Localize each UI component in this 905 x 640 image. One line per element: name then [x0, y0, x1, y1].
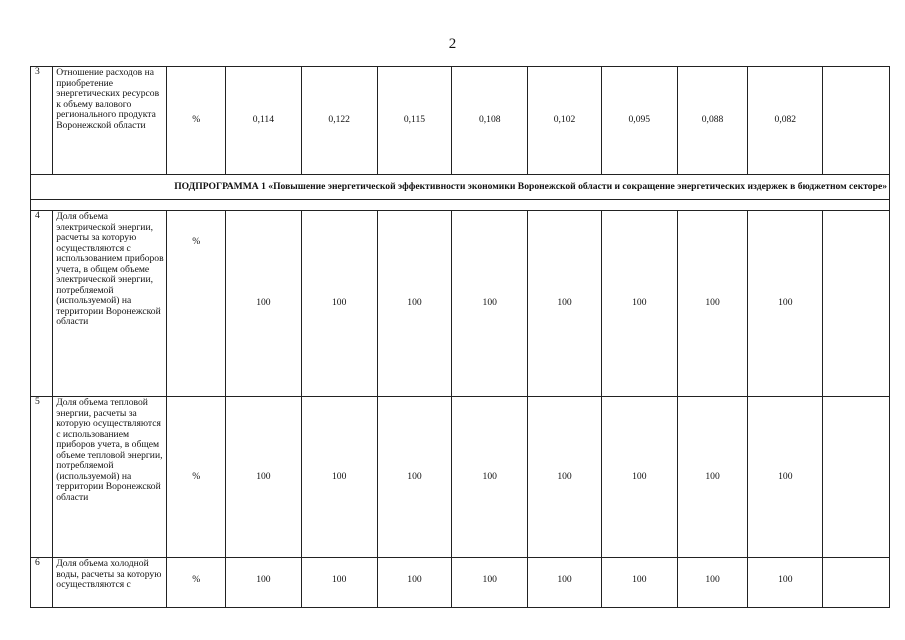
value-cell: [823, 67, 890, 175]
value-cell: 0,088: [677, 67, 748, 175]
row-number: 4: [31, 211, 53, 397]
indicator-name: Доля объема электрической энергии, расчеты за которую осуществляются с использованием приборов учета, в общем объеме электрической энергии, потребляемой (используемой) на территории Воронежской области: [53, 211, 167, 397]
spacer-cell: [31, 200, 890, 211]
value-cell: 0,095: [601, 67, 677, 175]
value-cell: 100: [226, 211, 302, 397]
value-cell: 100: [748, 397, 823, 558]
value-cell: 100: [377, 397, 452, 558]
value-cell: [823, 211, 890, 397]
table-row: [31, 211, 890, 397]
value-cell: 100: [601, 211, 677, 397]
unit-cell: %: [167, 397, 226, 558]
value-cell: 100: [301, 558, 377, 608]
value-cell: 100: [301, 211, 377, 397]
table-row: [31, 558, 890, 608]
value-cell: 0,102: [528, 67, 602, 175]
value-cell: 0,082: [748, 67, 823, 175]
value-cell: 0,122: [301, 67, 377, 175]
value-cell: 0,115: [377, 67, 452, 175]
value-cell: 100: [528, 397, 602, 558]
value-cell: 100: [226, 397, 302, 558]
indicator-name: Доля объема тепловой энергии, расчеты за которую осуществляются с использованием приборов учета, в общем объеме тепловой энергии, потребляемой (используемой) на территории Воронежской области: [53, 397, 167, 558]
value-cell: [823, 397, 890, 558]
subprogram-title: ПОДПРОГРАММА 1 «Повышение энергетической эффективности экономики Воронежской области и сокращение энергетических издержек в бюджетном секторе»: [31, 175, 890, 200]
unit-cell: %: [167, 558, 226, 608]
indicator-name: Отношение расходов на приобретение энергетических ресурсов к объему валового регионального продукта Воронежской области: [53, 67, 167, 175]
value-cell: 100: [601, 397, 677, 558]
value-cell: 100: [301, 397, 377, 558]
value-cell: 100: [377, 558, 452, 608]
table-row: [31, 397, 890, 558]
spacer-row: [31, 200, 890, 211]
page-number: 2: [448, 36, 457, 52]
indicator-name: Доля объема холодной воды, расчеты за которую осуществляются с: [53, 558, 167, 608]
value-cell: 100: [452, 558, 528, 608]
value-cell: 100: [748, 211, 823, 397]
value-cell: 100: [528, 211, 602, 397]
value-cell: 100: [452, 397, 528, 558]
table-row: [31, 67, 890, 175]
value-cell: 100: [677, 558, 748, 608]
indicators-table: [30, 66, 890, 608]
value-cell: 100: [452, 211, 528, 397]
value-cell: 0,108: [452, 67, 528, 175]
value-cell: 100: [601, 558, 677, 608]
unit-cell: %: [167, 211, 226, 397]
value-cell: 0,114: [226, 67, 302, 175]
value-cell: 100: [226, 558, 302, 608]
value-cell: 100: [528, 558, 602, 608]
row-number: 6: [31, 558, 53, 608]
value-cell: 100: [677, 397, 748, 558]
row-number: 3: [31, 67, 53, 175]
row-number: 5: [31, 397, 53, 558]
subprogram-row: [31, 175, 890, 200]
unit-cell: %: [167, 67, 226, 175]
value-cell: 100: [748, 558, 823, 608]
value-cell: 100: [677, 211, 748, 397]
value-cell: [823, 558, 890, 608]
value-cell: 100: [377, 211, 452, 397]
